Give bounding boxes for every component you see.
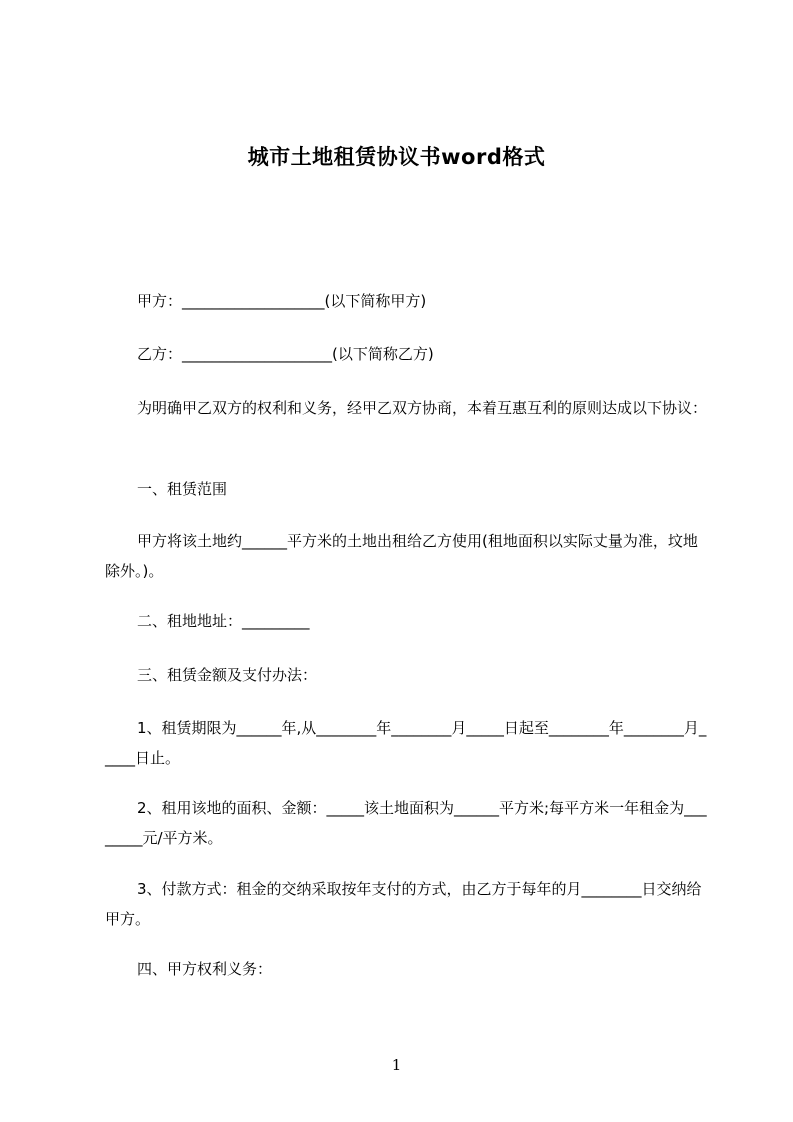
party-a-line: 甲方：___________________(以下简称甲方) [137,292,427,310]
party-b-line: 乙方：____________________(以下简称乙方) [137,345,434,363]
section-2-address: 二、租地地址：_________ [137,612,310,630]
section-3-heading: 三、租赁金额及支付办法： [137,666,318,684]
preamble-paragraph: 为明确甲乙双方的权利和义务，经甲乙双方协商，本着互惠互利的原则达成以下协议： [137,399,708,417]
section-4-heading: 四、甲方权利义务： [137,960,273,978]
lease-scope-paragraph: 甲方将该土地约______平方米的土地出租给乙方使用(租地面积以实际丈量为准，坟地除外。)。 [105,532,698,580]
payment-method-paragraph: 3、付款方式：租金的交纳采取按年支付的方式，由乙方于每年的月________日交纳给甲方。 [105,880,702,928]
page-number: 1 [391,1056,402,1074]
lease-term-paragraph: 1、租赁期限为______年,从________年________月_____日起至________年________月_____日止。 [105,719,707,767]
lease-area-amount-paragraph: 2、租用该地的面积、金额：_____该土地面积为______平方米;每平方米一年租金为________元/平方米。 [105,799,707,847]
section-1-heading: 一、租赁范围 [137,480,228,498]
document-title: 城市土地租赁协议书word格式 [247,145,546,169]
